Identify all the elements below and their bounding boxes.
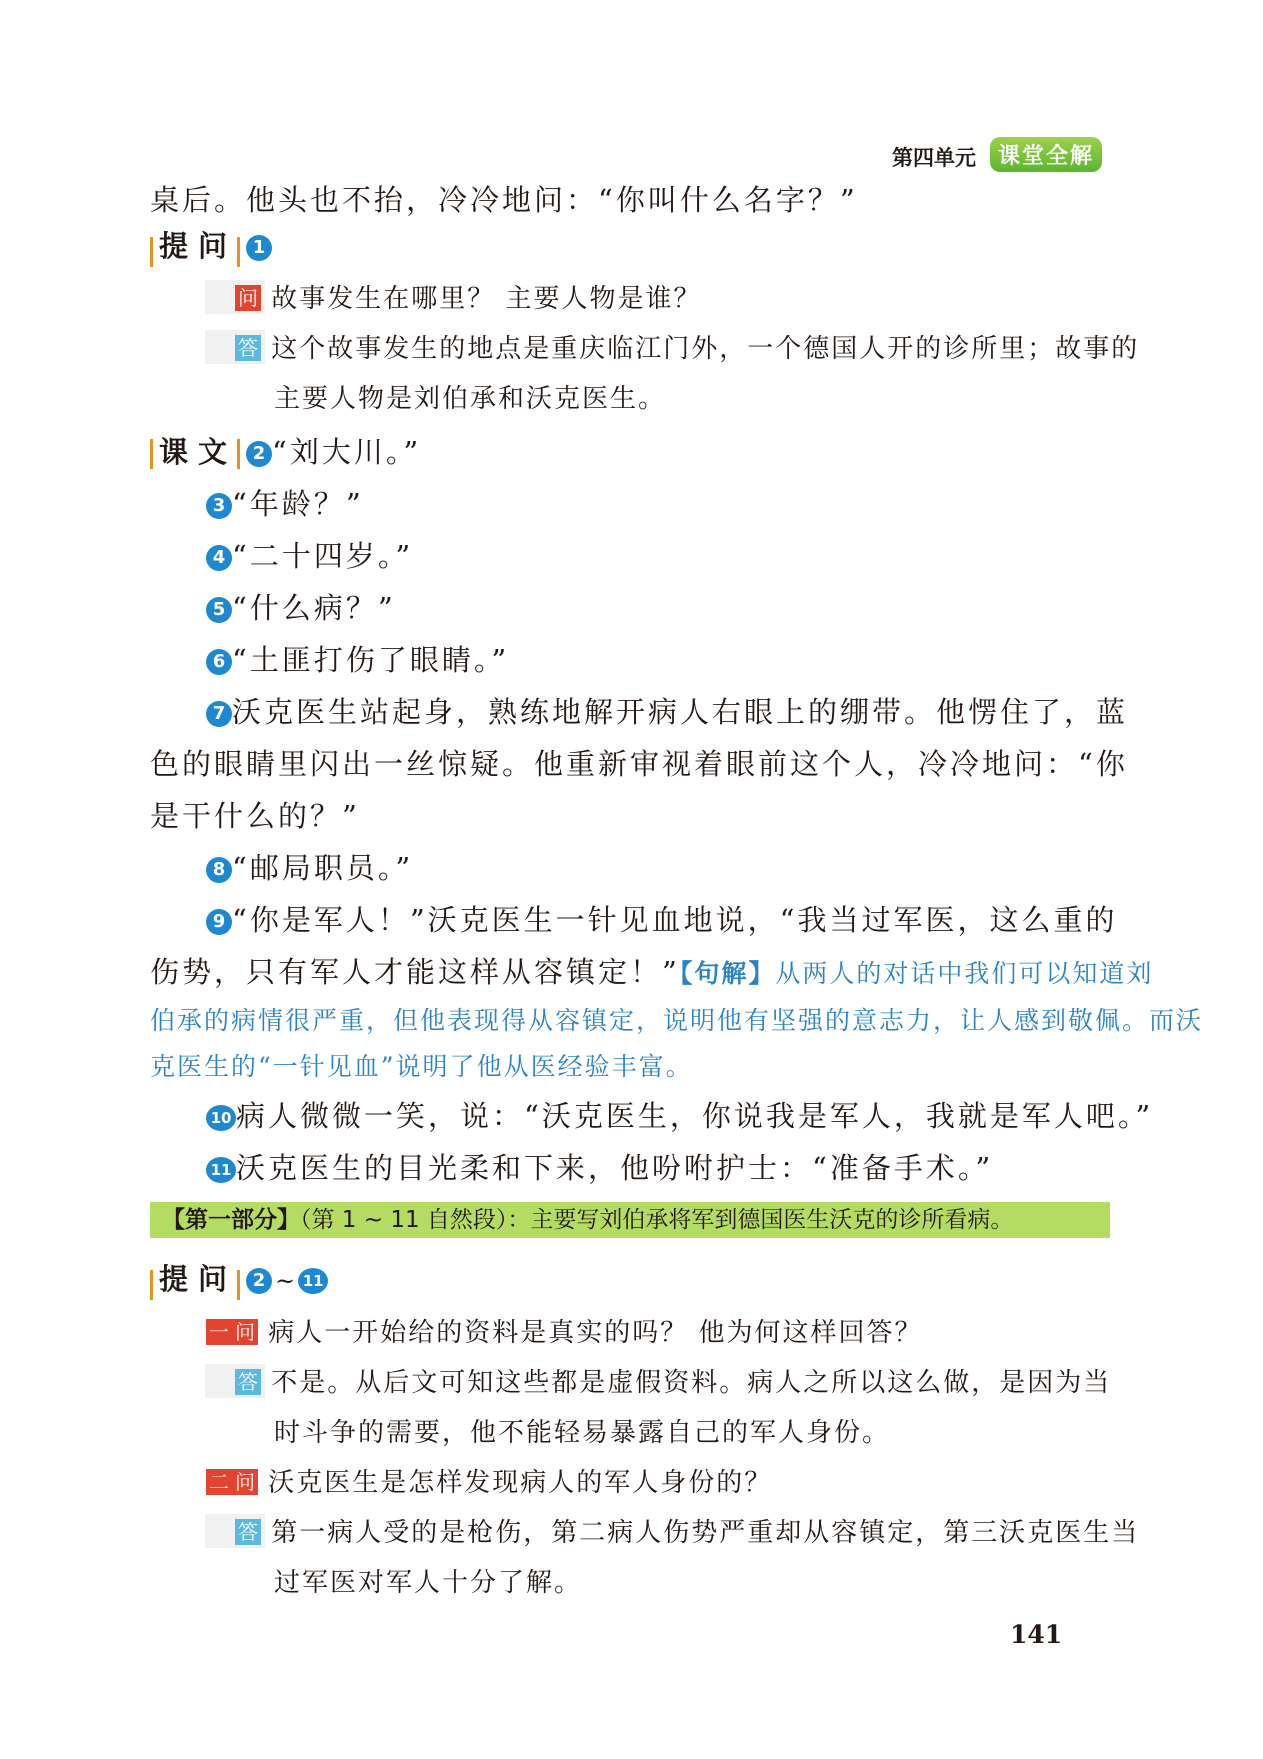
paragraph-text: “土匪打伤了眼睛。” xyxy=(232,643,510,677)
range-separator: ~ xyxy=(275,1267,296,1295)
range-end-number: 11 xyxy=(298,1268,328,1294)
paragraph-number: 6 xyxy=(206,649,232,675)
question-2 xyxy=(206,1316,923,1350)
paragraph-7 xyxy=(206,694,1128,730)
paragraph-text: “什么病？” xyxy=(232,591,396,625)
paragraph-text: 病人微微一笑，说：“沃克医生，你说我是军人，我就是军人吧。” xyxy=(236,1099,1154,1133)
question-tag: 问 xyxy=(235,285,261,311)
paragraph-number: 3 xyxy=(206,493,232,519)
question-text: 沃克医生是怎样发现病人的军人身份的？ xyxy=(268,1468,773,1498)
label-bar xyxy=(237,1270,240,1300)
answer-text: 时斗争的需要，他不能轻易暴露自己的军人身份。 xyxy=(274,1418,891,1448)
paragraph-4 xyxy=(206,538,413,574)
label-bar xyxy=(237,237,240,267)
note-text: 克医生的“一针见血”说明了他从医经验丰富。 xyxy=(150,1052,693,1081)
answer-1 xyxy=(235,332,1139,366)
question-prefix: 二 xyxy=(206,1469,232,1495)
range-start-number: 2 xyxy=(246,1268,272,1294)
paragraph-text: “刘大川。” xyxy=(272,435,422,469)
section-badge: 课堂全解 xyxy=(990,137,1102,172)
paragraph-9 xyxy=(206,902,1117,938)
question-text: 病人一开始给的资料是真实的吗？ 他为何这样回答？ xyxy=(268,1318,923,1348)
paragraph-text: 伤势，只有军人才能这样从容镇定！” xyxy=(150,955,680,989)
label-bar xyxy=(150,1270,153,1300)
paragraph-text: 色的眼睛里闪出一丝惊疑。他重新审视着眼前这个人，冷冷地问：“你 xyxy=(150,747,1128,781)
answer-text: 主要人物是刘伯承和沃克医生。 xyxy=(274,384,667,414)
answer-text: 第一病人受的是枪伤，第二病人伤势严重却从容镇定，第三沃克医生当 xyxy=(271,1518,1140,1548)
question-prefix: 一 xyxy=(206,1319,232,1345)
paragraph-text: “二十四岁。” xyxy=(232,539,414,573)
label-bar xyxy=(150,237,153,267)
unit-title: 第四单元 xyxy=(892,146,976,170)
section-label-text xyxy=(150,434,421,470)
paragraph-number: 7 xyxy=(206,701,232,727)
label-bar xyxy=(237,439,240,469)
paragraph-number: 5 xyxy=(206,597,232,623)
paragraph-3 xyxy=(206,486,364,522)
question-tag: 问 xyxy=(232,1319,258,1345)
paragraph-number: 2 xyxy=(246,441,272,467)
label-text: 提问 xyxy=(159,1262,238,1296)
note-text: 从两人的对话中我们可以知道刘 xyxy=(775,959,1154,988)
paragraph-9-line-2 xyxy=(150,954,1153,991)
paragraph-10 xyxy=(206,1098,1153,1134)
paragraph-text: 沃克医生站起身，熟练地解开病人右眼上的绷带。他愣住了，蓝 xyxy=(232,695,1129,729)
note-tag: 【句解】 xyxy=(679,959,776,988)
paragraph-text: “你是军人！”沃克医生一针见血地说，“我当过军医，这么重的 xyxy=(232,903,1118,937)
paragraph-number: 11 xyxy=(206,1157,236,1183)
question-1 xyxy=(235,282,702,316)
section-label-question-2 xyxy=(150,1262,328,1300)
note-text: 伯承的病情很严重，但他表现得从容镇定，说明他有坚强的意志力，让人感到敬佩。而沃 xyxy=(150,1006,1204,1035)
label-text: 课文 xyxy=(159,435,238,469)
paragraph-6 xyxy=(206,642,509,678)
answer-tag: 答 xyxy=(235,1519,261,1545)
question-3 xyxy=(206,1466,772,1500)
paragraph-5 xyxy=(206,590,396,626)
answer-tag: 答 xyxy=(235,1369,261,1395)
paragraph-number: 9 xyxy=(206,909,232,935)
answer-3 xyxy=(235,1516,1139,1550)
paragraph-8 xyxy=(206,850,413,886)
summary-tag: 【第一部分】 xyxy=(162,1207,300,1233)
paragraph-text: 是干什么的？” xyxy=(150,799,360,833)
text-line: 桌后。他头也不抬，冷冷地问：“你叫什么名字？” xyxy=(150,183,858,217)
paragraph-number: 4 xyxy=(206,545,232,571)
answer-tag: 答 xyxy=(235,335,261,361)
part-summary xyxy=(150,1202,1110,1238)
label-text: 提问 xyxy=(159,229,238,263)
paragraph-number: 1 xyxy=(246,235,272,261)
paragraph-text: “邮局职员。” xyxy=(232,851,414,885)
section-label-question xyxy=(150,229,272,267)
paragraph-text: 沃克医生的目光柔和下来，他吩咐护士：“准备手术。” xyxy=(236,1151,994,1185)
question-tag: 问 xyxy=(232,1469,258,1495)
answer-2 xyxy=(235,1366,1111,1400)
paragraph-11 xyxy=(206,1150,993,1186)
page-number: 141 xyxy=(1010,1620,1063,1649)
question-text: 故事发生在哪里？ 主要人物是谁？ xyxy=(271,284,702,314)
answer-text: 这个故事发生的地点是重庆临江门外，一个德国人开的诊所里；故事的 xyxy=(271,334,1140,364)
paragraph-number: 10 xyxy=(206,1105,236,1131)
answer-text: 过军医对军人十分了解。 xyxy=(274,1568,583,1598)
answer-text: 不是。从后文可知这些都是虚假资料。病人之所以这么做，是因为当 xyxy=(271,1368,1112,1398)
summary-text: （第 1 ~ 11 自然段）：主要写刘伯承将军到德国医生沃克的诊所看病。 xyxy=(300,1207,1014,1233)
paragraph-number: 8 xyxy=(206,857,232,883)
label-bar xyxy=(150,439,153,469)
paragraph-text: “年龄？” xyxy=(232,487,364,521)
